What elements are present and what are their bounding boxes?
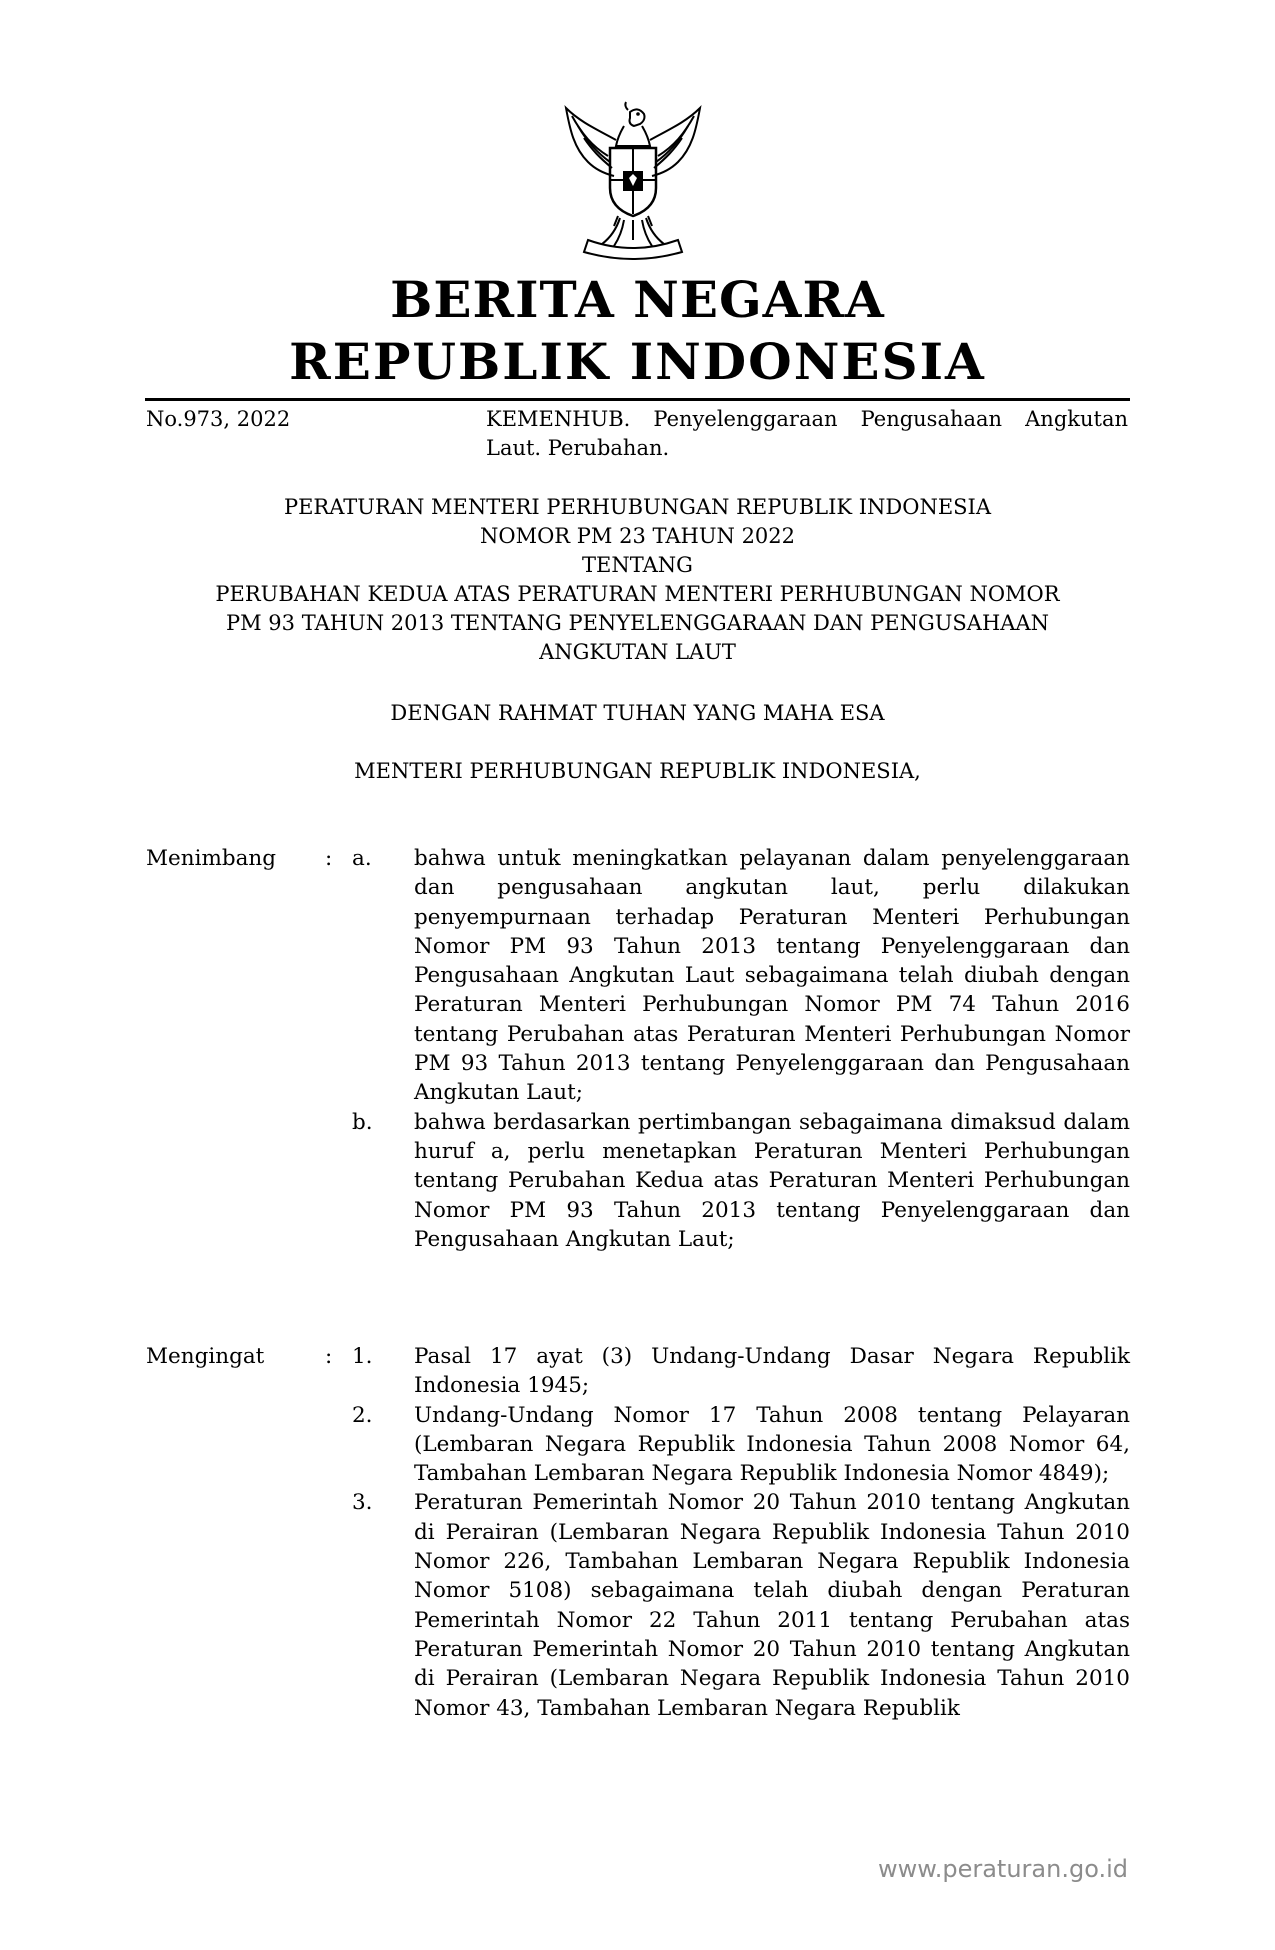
masthead-rule: [145, 398, 1130, 401]
list-item: [146, 1488, 1130, 1722]
item-marker: a.: [352, 846, 372, 871]
gazette-subject: KEMENHUB. Penyelenggaraan Pengusahaan Angkutan Laut. Perubahan.: [486, 407, 1128, 460]
title-line: TENTANG: [582, 553, 693, 577]
masthead-title: BERITA NEGARA: [390, 270, 885, 329]
list-item: [146, 1401, 1130, 1489]
blessing-line: DENGAN RAHMAT TUHAN YANG MAHA ESA: [390, 701, 885, 725]
list-item: [146, 1342, 1130, 1401]
list-item: [146, 844, 1130, 1108]
item-marker: 3.: [352, 1490, 373, 1516]
section-colon: :: [325, 1344, 333, 1369]
item-text: bahwa berdasarkan pertimbangan sebagaimana dimaksud dalam huruf a, perlu menetapkan Peraturan Menteri Perhubungan tentang Perubahan Kedua atas Peraturan Menteri Perhubungan Nomor PM 93 Tahun 2013 tentang Penyelenggaraan dan Pengusahaan Angkutan Laut;: [414, 1109, 1130, 1252]
minister-line: MENTERI PERHUBUNGAN REPUBLIK INDONESIA,: [354, 759, 921, 783]
item-text: Peraturan Pemerintah Nomor 20 Tahun 2010 tentang Angkutan di Perairan (Lembaran Negara Republik Indonesia Tahun 2010 Nomor 226, Tambahan Lembaran Negara Republik Indonesia Nomor 5108) sebagaimana telah diubah dengan Peraturan Pemerintah Nomor 22 Tahun 2011 tentang Perubahan atas Peraturan Pemerintah Nomor 20 Tahun 2010 tentang Angkutan di Perairan (Lembaran Negara Republik Indonesia Tahun 2010 Nomor 43, Tambahan Lembaran Negara Republik: [414, 1490, 1130, 1721]
title-line: PERATURAN MENTERI PERHUBUNGAN REPUBLIK INDONESIA: [283, 495, 992, 519]
item-text: Undang-Undang Nomor 17 Tahun 2008 tentang Pelayaran (Lembaran Negara Republik Indonesia Tahun 2008 Nomor 64, Tambahan Lembaran Negara Republik Indonesia Nomor 4849);: [414, 1402, 1130, 1487]
garuda-pancasila-icon: [558, 100, 708, 260]
regulation-title: [145, 493, 1130, 667]
section-label: Mengingat: [146, 1344, 265, 1369]
footer-url: www.peraturan.go.id: [878, 1855, 1128, 1883]
item-text: Pasal 17 ayat (3) Undang-Undang Dasar Negara Republik Indonesia 1945;: [414, 1344, 1130, 1399]
item-text: bahwa untuk meningkatkan pelayanan dalam penyelenggaraan dan pengusahaan angkutan laut, perlu dilakukan penyempurnaan terhadap Peraturan Menteri Perhubungan Nomor PM 93 Tahun 2013 tentang Penyelenggaraan dan Pengusahaan Angkutan Laut sebagaimana telah diubah dengan Peraturan Menteri Perhubungan Nomor PM 74 Tahun 2016 tentang Perubahan atas Peraturan Menteri Perhubungan Nomor PM 93 Tahun 2013 tentang Penyelenggaraan dan Pengusahaan Angkutan Laut;: [414, 846, 1130, 1106]
section-label: Menimbang: [146, 846, 277, 871]
title-line: PM 93 TAHUN 2013 TENTANG PENYELENGGARAAN DAN PENGUSAHAAN: [226, 611, 1049, 635]
title-line: ANGKUTAN LAUT: [539, 640, 736, 664]
title-line: NOMOR PM 23 TAHUN 2022: [479, 524, 796, 548]
title-line: PERUBAHAN KEDUA ATAS PERATURAN MENTERI PERHUBUNGAN NOMOR: [215, 582, 1060, 606]
masthead-subtitle: REPUBLIK INDONESIA: [289, 332, 986, 391]
list-item: [146, 1108, 1130, 1254]
section-colon: :: [325, 846, 333, 871]
item-marker: 1.: [352, 1344, 373, 1369]
mengingat-section: [146, 1342, 1130, 1723]
item-marker: 2.: [352, 1402, 373, 1428]
item-marker: b.: [352, 1109, 373, 1135]
gazette-number: No.973, 2022: [146, 407, 291, 431]
menimbang-section: [146, 844, 1130, 1254]
